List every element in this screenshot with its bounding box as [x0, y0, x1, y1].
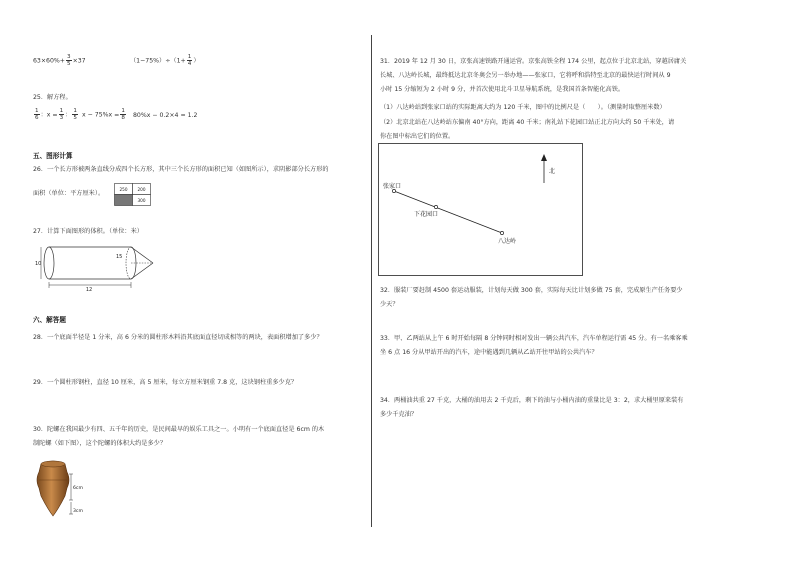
station-zhangjiakou-label: 张家口 [383, 183, 402, 190]
denominator: 3 [59, 115, 64, 121]
expr-text: ×37 [72, 57, 86, 65]
cell-label-br: 300 [137, 198, 146, 203]
numerator: 1 [73, 108, 77, 114]
q34-text-2: 多少千克油？ [380, 411, 418, 418]
q26-text: 26．一个长方形被两条直线分成四个长方形，其中三个长方形的面积已知（如图所示），求阴影部分长方形的 [33, 166, 329, 173]
denominator: 4 [187, 61, 192, 67]
q33-text-2: 坐 6 点 16 分从甲站开出的汽车，途中能遇到几辆从乙站开往甲站的公共汽车？ [380, 349, 598, 356]
q24-expression-2 [130, 54, 200, 67]
column-divider [371, 35, 372, 527]
q32-text-2: 少天？ [380, 301, 399, 308]
denominator: 6 [35, 115, 39, 121]
numerator: 1 [121, 108, 125, 114]
cone-upper-slant [131, 247, 153, 263]
cell-label-tl: 250 [119, 187, 128, 192]
expr-text: x − 75%x = [82, 111, 120, 119]
q32-text: 32．服装厂要赶制 4500 套运动服装，计划每天做 300 套，实际每天比计划多做 75 套，完成原生产任务要少 [380, 287, 683, 294]
numerator: 1 [59, 108, 64, 114]
fraction [187, 54, 193, 67]
denominator: 5 [67, 61, 71, 67]
denominator: 5 [73, 115, 77, 121]
q31-sub-2a: （2）北京北站在八达岭站东偏南 40°方向，距离 40 千米；南礼站下花园口站正北方向大约 50 千米处，请 [380, 119, 675, 126]
expr-text: ： [65, 111, 72, 119]
expr-text: ：x = [40, 111, 58, 119]
fraction [34, 108, 40, 121]
q29-text: 29．一个圆柱形钢柱，直径 10 厘米，高 5 厘米，每立方厘米钢重 7.8 克，这块钢柱重多少克？ [33, 379, 298, 386]
station-badaling-label: 八达岭 [498, 238, 517, 245]
q31-paragraph-2: 长城、八达岭长城，最终抵达北京冬奥会另一举办地——张家口，它将呼和浩特至北京的最快运行时间从 9 [380, 72, 671, 79]
denominator: 8 [121, 115, 125, 121]
length-label: 12 [85, 287, 93, 292]
cylinder-right-back [126, 247, 131, 279]
bottom-dim-label: 3cm [73, 509, 83, 514]
section-5-heading: 五、图形计算 [33, 152, 73, 160]
station-badaling-marker [500, 231, 503, 234]
north-label: 北 [549, 168, 556, 175]
q30-text-2: 制陀螺（如下图），这个陀螺的体积大约是多少？ [33, 440, 167, 447]
q25-title: 25．解方程。 [33, 94, 72, 101]
q25-equation-3: 80%x − 0.2×4 = 1.2 [133, 112, 198, 119]
expr-text: 63×60%+ [33, 57, 65, 65]
q24-expression-1 [33, 54, 86, 67]
section-6-heading: 六、解答题 [33, 316, 66, 324]
spinning-top-cap [41, 461, 65, 467]
cone-lower-slant [131, 263, 153, 279]
q34-text: 34．两桶油共重 27 千克，大桶的油用去 2 千克后，剩下的油与小桶内油的重量比是 3：2，求大桶里原来装有 [380, 397, 684, 404]
q31-sub-1: （1）八达岭站到张家口站的实际距离大约为 120 千米，图中的比例尺是（ ）。（测量时取整厘米数） [380, 104, 666, 111]
q31-map [378, 143, 584, 277]
station-xiahuayuankou-marker [434, 205, 437, 208]
q31-sub-2b: 你在图中标出它们的位置。 [380, 133, 455, 140]
q28-text: 28．一个底面半径是 1 分米，高 6 分米的圆柱形木料沿其底面直径切成相等的两块，表面积增加了多少？ [33, 334, 323, 341]
q26-rectangle-figure [114, 183, 152, 207]
expr-text: （1−75%）÷（1+ [130, 57, 186, 65]
map-frame [379, 144, 583, 276]
numerator: 1 [35, 108, 39, 114]
q26-text-2: 面积（单位：平方厘米）。 [33, 190, 105, 197]
fraction [59, 108, 65, 121]
height-label: 10 [35, 261, 42, 267]
q30-text: 30．陀螺在我国最少有四、五千年的历史，是民间最早的娱乐工具之一。小明有一个底面直径是 6cm 的木 [33, 426, 325, 433]
top-dim-label: 6cm [73, 486, 83, 491]
numerator: 1 [187, 54, 192, 60]
expr-text: ） [193, 57, 200, 65]
q27-text: 27．计算下面图形的体积。（单位：米） [33, 228, 143, 235]
q33-text: 33．甲、乙两站从上午 6 时开始每隔 8 分钟同时相对发出一辆公共汽车，汽车单程运行需 45 分。有一名乘客乘 [380, 335, 688, 342]
cell-shaded [115, 195, 133, 206]
q25-equation-1 [33, 108, 79, 121]
q30-spinning-top-figure [33, 458, 93, 520]
q31-paragraph-3: 小时 15 分缩短为 2 小时 9 分，并首次使用北斗卫星导航系统，是我国首条智能化高铁。 [380, 86, 625, 93]
fraction [72, 108, 78, 121]
q31-paragraph-1: 31．2019 年 12 月 30 日，京张高速铁路开通运营。京张高铁全程 174 公里，起点位于北京北站，穿越居庸关 [380, 58, 687, 65]
fraction [66, 54, 72, 67]
fraction [120, 108, 126, 121]
cylinder-left-base [44, 247, 54, 279]
q27-cylinder-cone-figure [33, 240, 158, 292]
numerator: 3 [67, 54, 71, 60]
slant-label: 15 [116, 254, 123, 260]
q25-equation-2 [82, 108, 127, 121]
station-xiahuayuankou-label: 下花园口 [414, 211, 439, 218]
cell-label-tr: 200 [137, 187, 146, 192]
spinning-top-body [37, 461, 69, 516]
